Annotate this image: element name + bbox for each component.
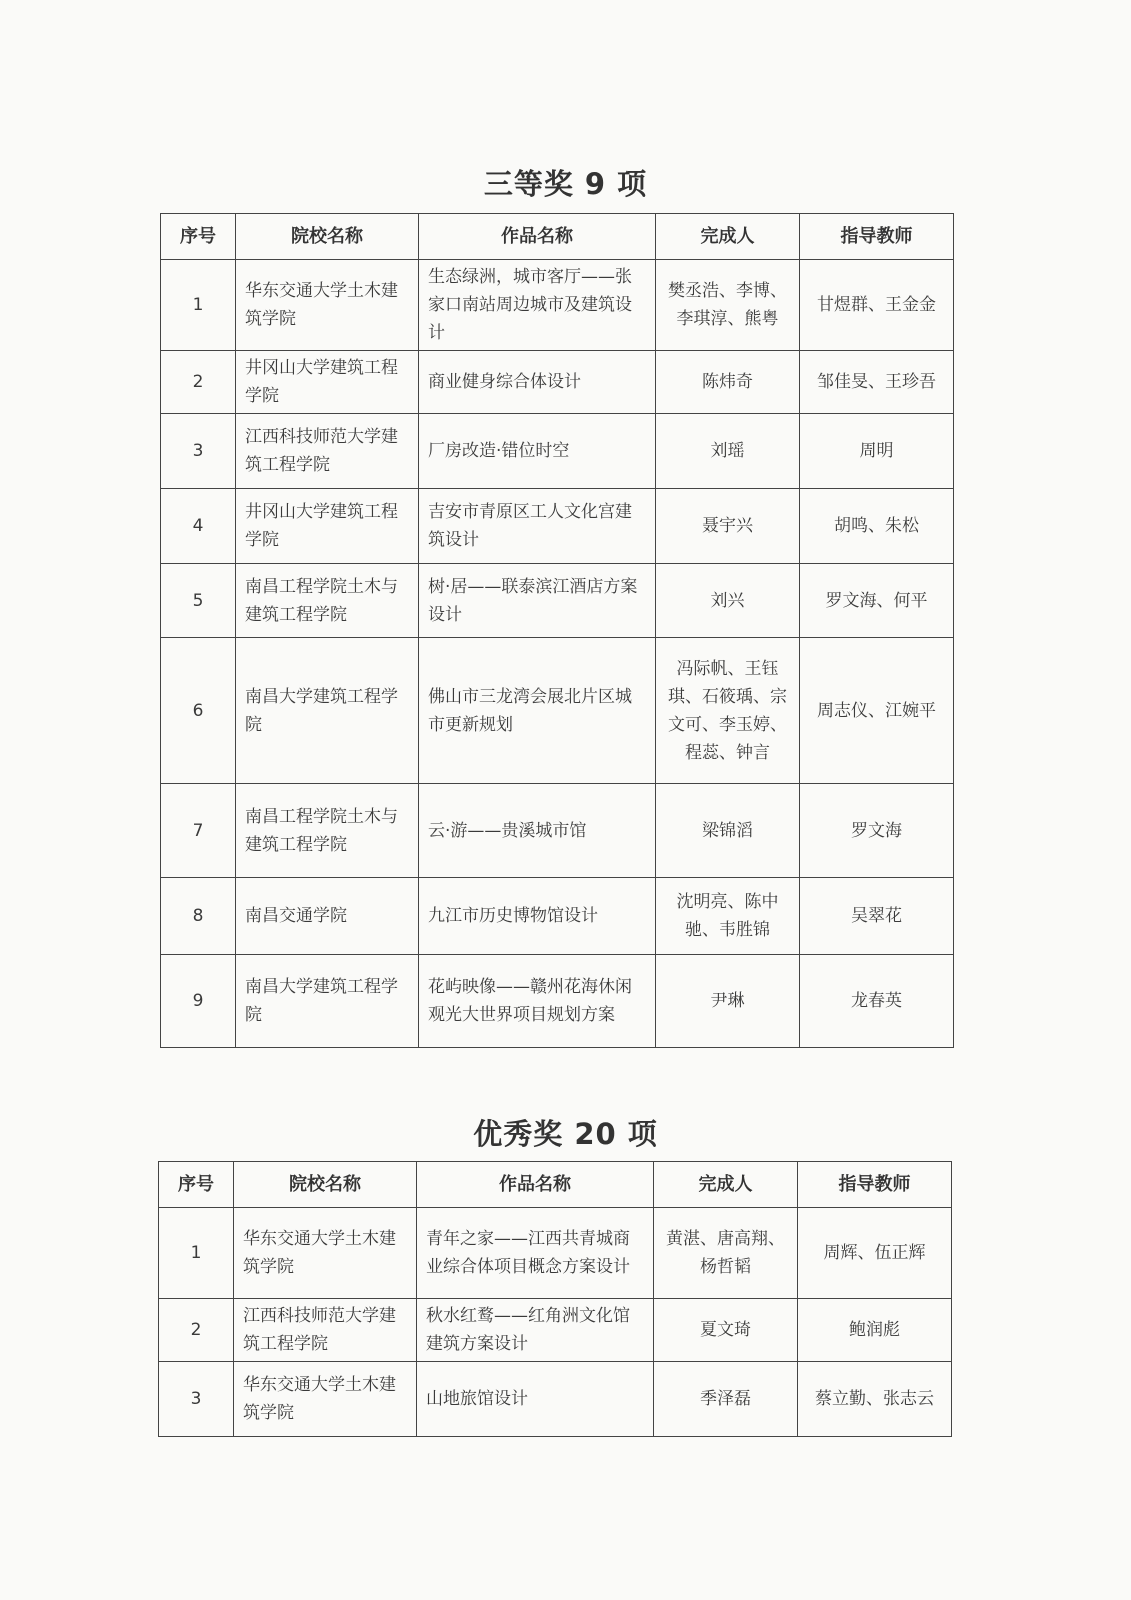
table-row [161,489,954,564]
cell-school: 南昌工程学院土木与建筑工程学院 [236,784,419,878]
cell-teacher: 周明 [800,414,954,489]
header-teacher: 指导教师 [800,214,954,260]
header-people: 完成人 [656,214,800,260]
cell-no: 9 [161,955,236,1048]
cell-people: 尹琳 [656,955,800,1048]
cell-work: 树·居——联泰滨江酒店方案设计 [419,564,656,638]
cell-no: 2 [159,1299,234,1362]
table-header-row [161,214,954,260]
cell-no: 3 [161,414,236,489]
cell-work: 商业健身综合体设计 [419,351,656,414]
cell-school: 华东交通大学土木建筑学院 [234,1208,417,1299]
cell-teacher: 罗文海、何平 [800,564,954,638]
header-no: 序号 [159,1162,234,1208]
cell-work: 花屿映像——赣州花海休闲观光大世界项目规划方案 [419,955,656,1048]
table-row [161,955,954,1048]
cell-school: 江西科技师范大学建筑工程学院 [236,414,419,489]
cell-people: 季泽磊 [654,1362,798,1437]
cell-work: 厂房改造·错位时空 [419,414,656,489]
table-header-row [159,1162,952,1208]
cell-teacher: 周志仪、江婉平 [800,638,954,784]
table-row [161,784,954,878]
header-work: 作品名称 [419,214,656,260]
cell-no: 4 [161,489,236,564]
cell-people: 梁锦滔 [656,784,800,878]
cell-teacher: 罗文海 [800,784,954,878]
cell-school: 江西科技师范大学建筑工程学院 [234,1299,417,1362]
cell-work: 生态绿洲，城市客厅——张家口南站周边城市及建筑设计 [419,260,656,351]
cell-no: 6 [161,638,236,784]
cell-people: 刘兴 [656,564,800,638]
section-title-third-prize: 三等奖 9 项 [483,167,648,201]
cell-no: 7 [161,784,236,878]
cell-no: 5 [161,564,236,638]
third-prize-table [160,213,954,1048]
cell-school: 南昌大学建筑工程学院 [236,638,419,784]
cell-teacher: 周辉、伍正辉 [798,1208,952,1299]
table-row [161,414,954,489]
table-row [161,351,954,414]
cell-teacher: 吴翠花 [800,878,954,955]
table-row [159,1208,952,1299]
header-school: 院校名称 [236,214,419,260]
cell-school: 南昌大学建筑工程学院 [236,955,419,1048]
cell-teacher: 蔡立勤、张志云 [798,1362,952,1437]
cell-school: 南昌交通学院 [236,878,419,955]
header-people: 完成人 [654,1162,798,1208]
cell-no: 1 [161,260,236,351]
cell-work: 秋水红鹜——红角洲文化馆建筑方案设计 [417,1299,654,1362]
cell-no: 8 [161,878,236,955]
header-teacher: 指导教师 [798,1162,952,1208]
section-title-excellence-award: 优秀奖 20 项 [473,1117,658,1151]
cell-people: 陈炜奇 [656,351,800,414]
cell-school: 华东交通大学土木建筑学院 [234,1362,417,1437]
header-work: 作品名称 [417,1162,654,1208]
cell-people: 冯际帆、王钰琪、石筱瑀、宗文可、李玉婷、程蕊、钟言 [656,638,800,784]
cell-work: 九江市历史博物馆设计 [419,878,656,955]
cell-no: 2 [161,351,236,414]
cell-people: 聂宇兴 [656,489,800,564]
cell-work: 青年之家——江西共青城商业综合体项目概念方案设计 [417,1208,654,1299]
cell-work: 佛山市三龙湾会展北片区城市更新规划 [419,638,656,784]
cell-work: 吉安市青原区工人文化宫建筑设计 [419,489,656,564]
header-no: 序号 [161,214,236,260]
cell-school: 华东交通大学土木建筑学院 [236,260,419,351]
cell-teacher: 甘煜群、王金金 [800,260,954,351]
table-row [161,638,954,784]
cell-school: 南昌工程学院土木与建筑工程学院 [236,564,419,638]
cell-school: 井冈山大学建筑工程学院 [236,489,419,564]
cell-people: 樊丞浩、李博、李琪淳、熊粤 [656,260,800,351]
table-row [161,878,954,955]
cell-teacher: 邹佳旻、王珍吾 [800,351,954,414]
table-row [159,1362,952,1437]
cell-no: 1 [159,1208,234,1299]
cell-work: 云·游——贵溪城市馆 [419,784,656,878]
cell-people: 夏文琦 [654,1299,798,1362]
cell-no: 3 [159,1362,234,1437]
table-row [161,564,954,638]
header-school: 院校名称 [234,1162,417,1208]
cell-people: 黄湛、唐高翔、杨哲韬 [654,1208,798,1299]
cell-teacher: 鲍润彪 [798,1299,952,1362]
cell-teacher: 龙春英 [800,955,954,1048]
cell-people: 刘瑶 [656,414,800,489]
table-row [161,260,954,351]
table-row [159,1299,952,1362]
cell-school: 井冈山大学建筑工程学院 [236,351,419,414]
cell-people: 沈明亮、陈中驰、韦胜锦 [656,878,800,955]
excellence-award-table [158,1161,952,1437]
cell-work: 山地旅馆设计 [417,1362,654,1437]
cell-teacher: 胡鸣、朱松 [800,489,954,564]
